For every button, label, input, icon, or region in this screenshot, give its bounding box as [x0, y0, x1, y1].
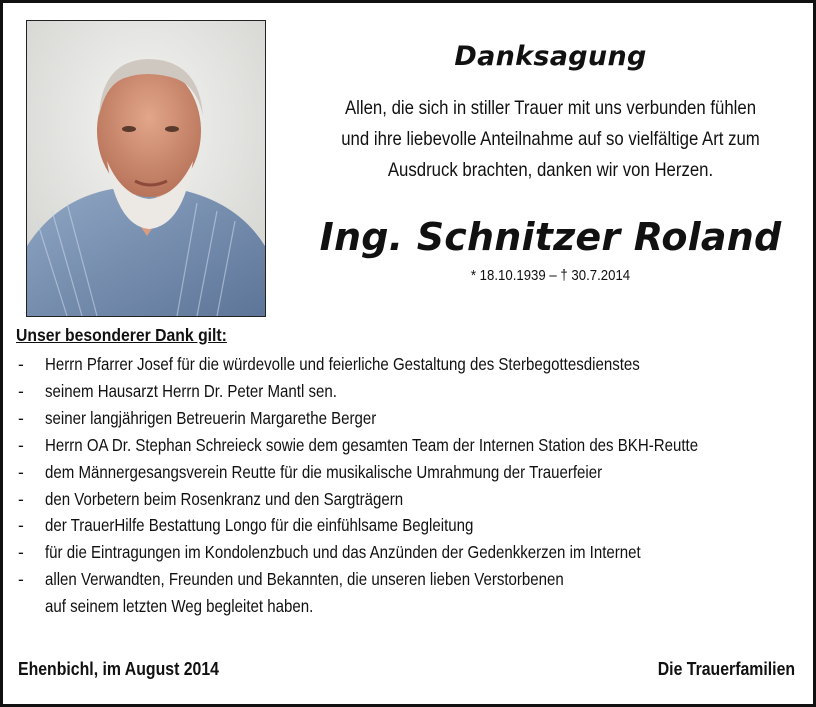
list-item — [16, 459, 806, 486]
list-item-text: dem Männergesangsverein Reutte für die musikalische Umrahmung der Trauerfeier — [45, 461, 603, 482]
list-heading: Unser besonderer Dank gilt: — [16, 325, 227, 345]
list-item — [16, 432, 806, 459]
place-date: Ehenbichl, im August 2014 — [18, 659, 219, 679]
list-item — [16, 486, 806, 513]
intro-line: Allen, die sich in stiller Trauer mit uns verbunden fühlen — [344, 97, 757, 119]
bullet-dash: - — [18, 515, 24, 536]
deceased-name: Ing. Schnitzer Roland — [319, 215, 782, 259]
list-item-text: seinem Hausarzt Herrn Dr. Peter Mantl sen. — [45, 380, 337, 401]
list-item — [16, 351, 806, 378]
list-item-text: Herrn Pfarrer Josef für die würdevolle und feierliche Gestaltung des Sterbegottesdienstes — [45, 354, 640, 374]
bullet-dash: - — [18, 354, 24, 374]
intro-text — [325, 93, 777, 186]
list-item-text: seiner langjährigen Betreuerin Margarethe Berger — [45, 407, 377, 428]
portrait-photo — [26, 20, 266, 317]
thanks-list — [16, 351, 806, 620]
life-dates: * 18.10.1939 – † 30.7.2014 — [470, 267, 631, 284]
intro-line: Ausdruck brachten, danken wir von Herzen. — [387, 159, 714, 181]
list-item — [16, 378, 806, 405]
list-item — [16, 405, 806, 432]
bullet-dash: - — [18, 434, 24, 455]
list-item-text: auf seinem letzten Weg begleitet haben. — [45, 596, 314, 617]
bullet-dash: - — [18, 407, 24, 428]
bullet-dash: - — [18, 569, 24, 590]
heading: Danksagung — [454, 41, 647, 72]
list-item-text: den Vorbetern beim Rosenkranz und den Sargträgern — [45, 488, 404, 509]
list-item — [16, 566, 806, 593]
intro-line: und ihre liebevolle Anteilnahme auf so vielfältige Art zum — [341, 128, 760, 150]
list-item-text: für die Eintragungen im Kondolenzbuch und das Anzünden der Gedenkkerzen im Internet — [45, 542, 641, 563]
signature: Die Trauerfamilien — [657, 659, 795, 679]
list-item-text: allen Verwandten, Freunden und Bekannten, die unseren lieben Verstorbenen — [45, 569, 564, 590]
bullet-dash: - — [18, 542, 24, 563]
bullet-dash: - — [18, 488, 24, 509]
list-item-text: der TrauerHilfe Bestattung Longo für die einfühlsame Begleitung — [45, 515, 474, 536]
list-item — [16, 539, 806, 566]
list-item-continuation — [16, 593, 806, 620]
list-item-text: Herrn OA Dr. Stephan Schreieck sowie dem gesamten Team der Internen Station des BKH-Reutte — [45, 434, 699, 455]
bullet-dash: - — [18, 461, 24, 482]
bullet-dash: - — [18, 380, 24, 401]
thanks-section — [16, 325, 806, 620]
list-item — [16, 512, 806, 539]
